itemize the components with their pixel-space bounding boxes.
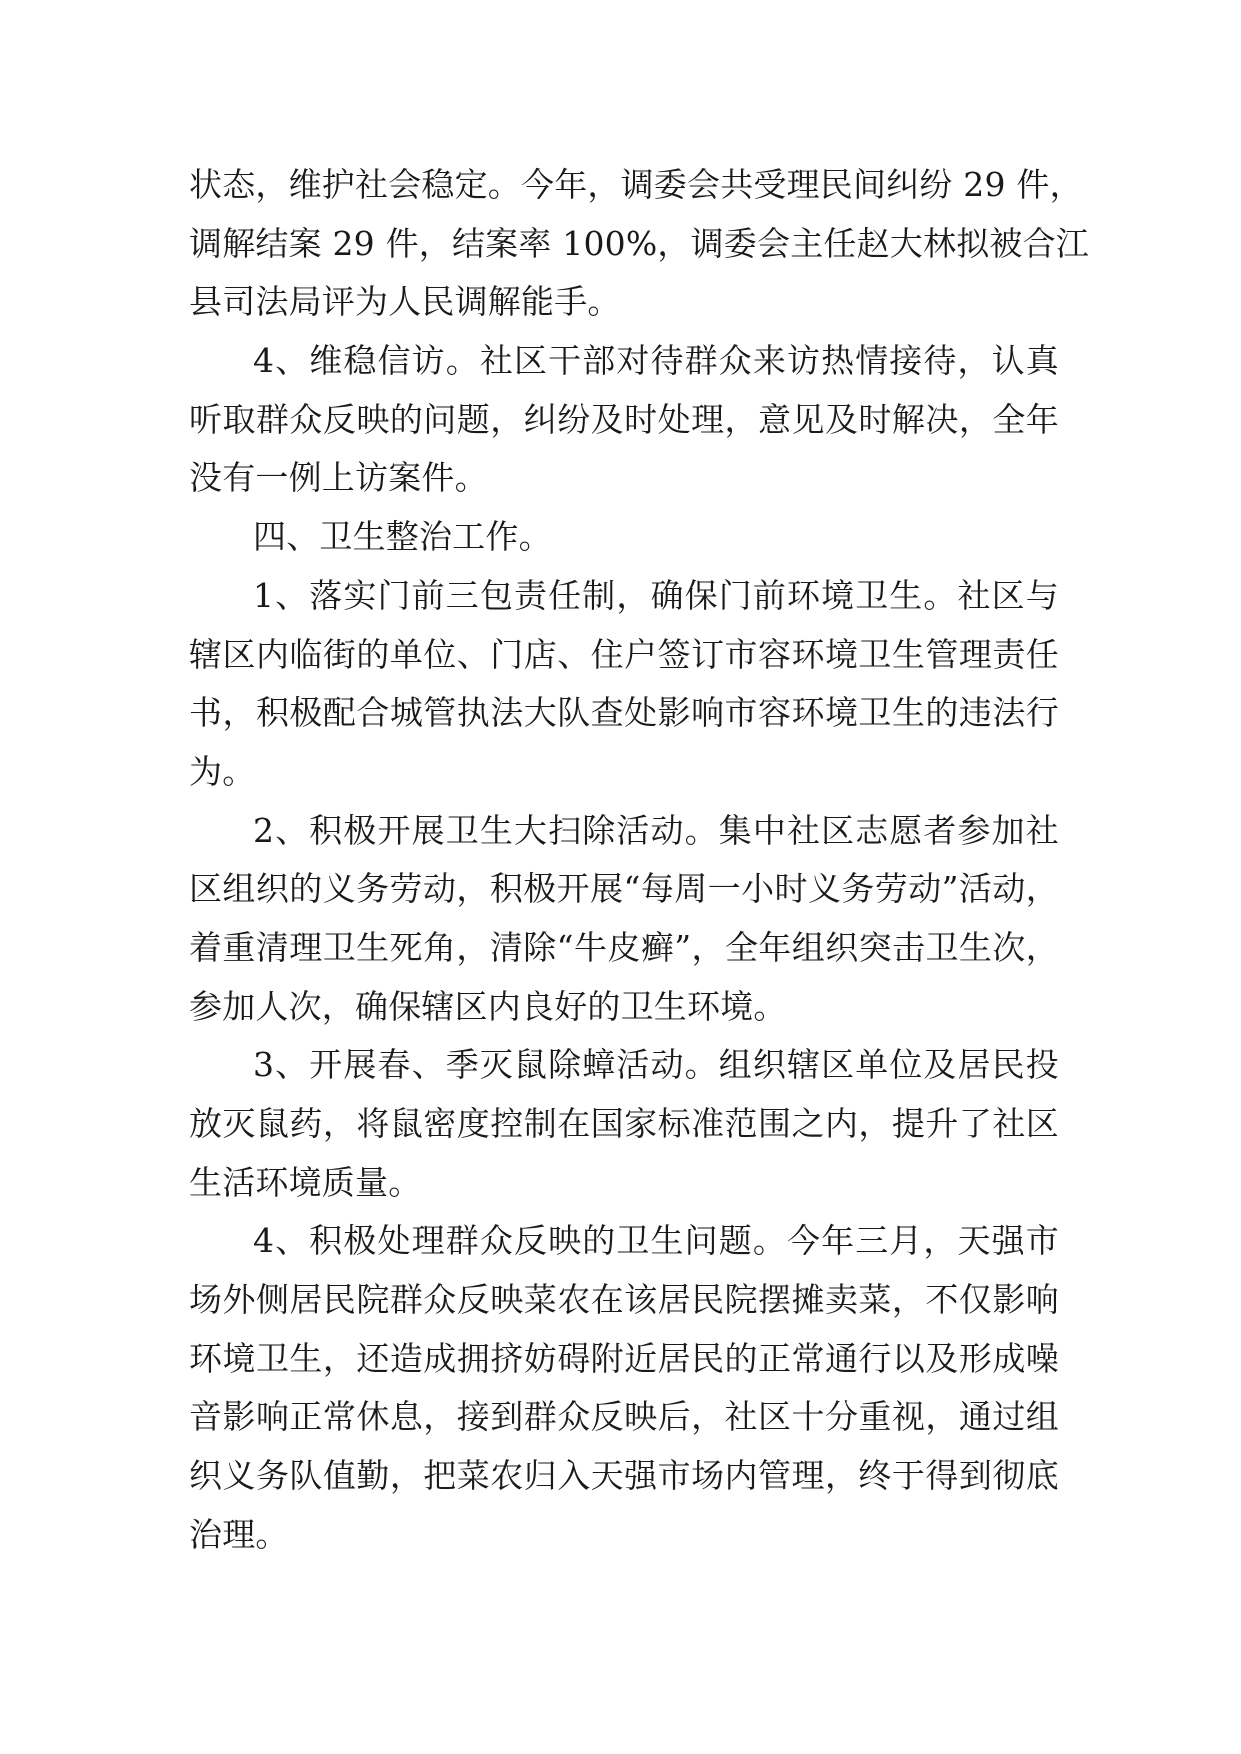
text-line: 生活环境质量。 xyxy=(189,1162,422,1202)
text-line: 场外侧居民院群众反映菜农在该居民院摆摊卖菜，不仅影响 xyxy=(189,1280,1059,1320)
section-heading: 四、卫生整治工作。 xyxy=(253,517,552,557)
text-line: 听取群众反映的问题，纠纷及时处理，意见及时解决，全年 xyxy=(189,399,1059,439)
paragraph-first-line: 3、开展春、季灭鼠除蟑活动。组织辖区单位及居民投 xyxy=(253,1045,1059,1085)
paragraph-first-line: 4、维稳信访。社区干部对待群众来访热情接待，认真 xyxy=(253,341,1059,381)
text-line: 织义务队值勤，把菜农归入天强市场内管理，终于得到彻底 xyxy=(189,1456,1059,1496)
body-text xyxy=(189,156,1090,1565)
text-line: 治理。 xyxy=(189,1514,289,1554)
text-line: 区组织的义务劳动，积极开展“每周一小时义务劳动”活动， xyxy=(189,869,1059,909)
text-line: 环境卫生，还造成拥挤妨碍附近居民的正常通行以及形成噪 xyxy=(189,1338,1059,1378)
text-line: 辖区内临街的单位、门店、住户签订市容环境卫生管理责任 xyxy=(189,634,1059,674)
paragraph-first-line: 1、落实门前三包责任制，确保门前环境卫生。社区与 xyxy=(253,575,1059,615)
text-line: 参加人次，确保辖区内良好的卫生环境。 xyxy=(189,986,787,1026)
text-line: 状态，维护社会稳定。今年，调委会共受理民间纠纷 29 件， xyxy=(189,165,1083,204)
text-line: 书，积极配合城管执法大队查处影响市容环境卫生的违法行 xyxy=(189,693,1059,733)
text-line: 县司法局评为人民调解能手。 xyxy=(189,282,621,322)
text-line: 调解结案 29 件，结案率 100%，调委会主任赵大林拟被合江 xyxy=(189,223,1090,263)
text-line: 为。 xyxy=(189,751,256,791)
paragraph-first-line: 2、积极开展卫生大扫除活动。集中社区志愿者参加社 xyxy=(253,810,1059,850)
text-line: 着重清理卫生死角，清除“牛皮癣”，全年组织突击卫生次， xyxy=(189,927,1059,967)
paragraph-first-line: 4、积极处理群众反映的卫生问题。今年三月，天强市 xyxy=(253,1221,1059,1261)
text-line: 没有一例上访案件。 xyxy=(189,458,488,498)
text-line: 音影响正常休息，接到群众反映后，社区十分重视，通过组 xyxy=(189,1397,1059,1437)
text-line: 放灭鼠药，将鼠密度控制在国家标准范围之内，提升了社区 xyxy=(189,1104,1059,1143)
